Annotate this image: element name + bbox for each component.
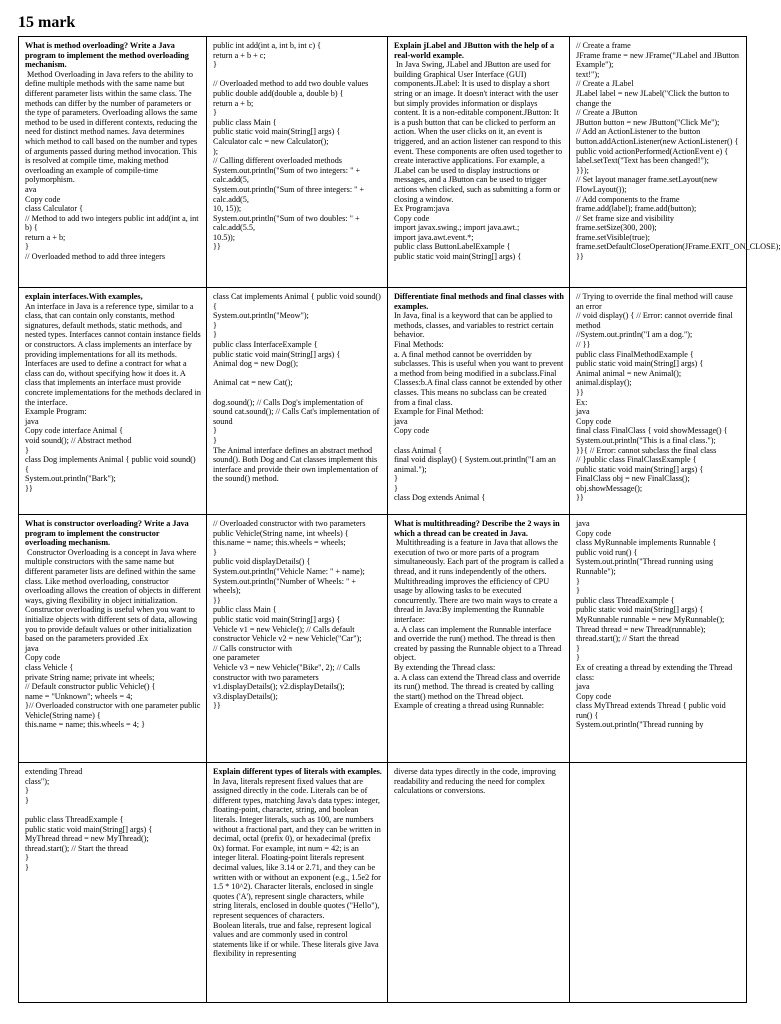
- text-line: public static void main(String[] args) {: [25, 824, 153, 834]
- text-line: public static void main(String[] args) {: [576, 605, 704, 615]
- text-line: The Animal interface defines an abstract method sound(). Both Dog and Cat classes implement this interface and provide their own implementation of the sound() method.: [213, 445, 381, 484]
- text-line: public class Main {: [213, 605, 277, 615]
- text-line: Boolean literals, true and false, represent logical values and are commonly used in control statements like if or while. These literals give Java flexibility in representing: [213, 920, 381, 959]
- text-line: final void display() { System.out.println("I am an animal.");: [394, 455, 558, 474]
- text-line: An interface in Java is a reference type, similar to a class, that can contain only constants, method signatures, default methods, static methods, and nested types. Interfaces cannot contain instance fields or constructors. A class implements an interface by providing implementations for all its methods. Interfaces are used to define a contract for what a class can do, without specifying how it does it. A class that implements an interface must provide concrete implementations for the methods declared in the interface.: [25, 301, 204, 407]
- text-line: Animal dog = new Dog();: [213, 359, 299, 369]
- text-line: MyRunnable runnable = new MyRunnable();: [576, 614, 725, 624]
- text-line: return a + b + c;: [213, 50, 266, 60]
- text-line: public void run() {: [576, 547, 638, 557]
- text-line: Ex of creating a thread by extending the Thread class:: [576, 662, 735, 682]
- text-line: return a + b;: [25, 232, 66, 242]
- text-line: return a + b;: [213, 98, 254, 108]
- text-line: java: [394, 416, 408, 426]
- text-line: class Vehicle {: [25, 662, 74, 672]
- text-line: ava: [25, 184, 37, 194]
- text-line: public int add(int a, int b, int c) {: [213, 41, 322, 50]
- text-line: By extending the Thread class:: [394, 662, 496, 672]
- text-line: // Set layout manager frame.setLayout(new FlowLayout());: [576, 175, 720, 194]
- text-line: }: [213, 60, 217, 70]
- text-line: );: [213, 146, 219, 156]
- cell: [19, 288, 207, 515]
- question-heading: What is method overloading? Write a Java program to implement the method overloading mechanism.: [25, 41, 191, 70]
- text-line: name = "Unknown"; wheels = 4;: [25, 691, 133, 701]
- text-line: Copy code: [576, 528, 612, 538]
- text-line: MyThread thread = new MyThread();: [25, 834, 149, 844]
- text-line: // Create a frame: [576, 41, 631, 50]
- text-line: }: [213, 108, 217, 118]
- text-line: public class FinalMethodExample {: [576, 349, 694, 359]
- text-line: System.out.println("Sum of two integers: " + calc.add(5,: [213, 165, 363, 185]
- cell: [388, 37, 570, 288]
- text-line: java: [25, 643, 39, 653]
- cell: [388, 288, 570, 515]
- text-line: }: [576, 576, 580, 586]
- text-line: frame.setVisible(true);: [576, 232, 650, 242]
- text-line: Animal cat = new Cat();: [213, 378, 293, 388]
- text-line: }: [213, 320, 217, 330]
- text-line: animal.display();: [576, 378, 632, 388]
- text-line: Ex Program:java: [394, 204, 450, 214]
- text-line: Copy code: [576, 416, 612, 426]
- question-heading: explain interfaces.With examples,: [25, 292, 143, 301]
- text-line: }: [25, 242, 29, 252]
- text-line: public static void main(String[] args) {: [394, 252, 522, 262]
- text-line: Vehicle v1 = new Vehicle(); // Calls default constructor Vehicle v2 = new Vehicle("Car");: [213, 624, 362, 644]
- text-line: Example for Final Method:: [394, 407, 484, 417]
- text-line: }: [213, 547, 217, 557]
- text-line: class Dog extends Animal {: [394, 493, 486, 503]
- text-line: this.name = name; this.wheels = 4; }: [25, 720, 146, 730]
- text-line: Thread thread = new Thread(runnable);: [576, 624, 706, 634]
- text-line: // Create a JLabel: [576, 79, 634, 89]
- text-line: [394, 436, 564, 446]
- text-line: Copy code: [25, 194, 61, 204]
- text-line: // }}: [576, 339, 591, 349]
- text-line: Final Methods:: [394, 339, 444, 349]
- text-line: java: [25, 416, 39, 426]
- text-line: [213, 70, 382, 80]
- text-line: }: [25, 786, 29, 796]
- text-line: System.out.println("Thread running by: [576, 720, 704, 730]
- text-line: import java.awt.event.*;: [394, 232, 474, 242]
- text-line: public static void main(String[] args) {: [213, 127, 341, 137]
- text-line: public void actionPerformed(ActionEvent e) { label.setText("Text has been changed!");: [576, 146, 731, 166]
- text-line: dog.sound(); // Calls Dog's implementation of sound cat.sound(); // Calls Cat's implementation of sound: [213, 397, 382, 426]
- text-line: // Create a JButton: [576, 108, 638, 118]
- text-line: In Java, final is a keyword that can be applied to methods, classes, and variables to restrict certain behavior.: [394, 311, 556, 340]
- text-line: a. A class can extend the Thread class and override its run() method. The thread is created by calling the start() method on the Thread object.: [394, 672, 563, 701]
- text-line: // Set frame size and visibility: [576, 213, 675, 223]
- text-line: a. A class can implement the Runnable interface and override the run() method. The thread is then created by passing the Runnable object to a Thread object.: [394, 624, 564, 663]
- text-line: frame.add(label); frame.add(button);: [576, 204, 697, 214]
- cell: [19, 37, 207, 288]
- text-line: import javax.swing.; import java.awt.;: [394, 223, 520, 233]
- text-line: JButton button = new JButton("Click Me");: [576, 117, 720, 127]
- question-heading: What is multithreading? Describe the 2 ways in which a thread can be created in Java.: [394, 519, 562, 538]
- text-line: }}: [576, 387, 584, 397]
- text-line: JLabel label = new JLabel("Click the button to change the: [576, 88, 732, 108]
- question-heading: Differentiate final methods and final classes with examples.: [394, 292, 567, 311]
- text-line: // Overloaded method to add two double values public double add(double a, double b) {: [213, 79, 371, 98]
- text-line: obj.showMessage();: [576, 483, 643, 493]
- text-line: public class ThreadExample {: [25, 814, 124, 824]
- text-line: System.out.println("Thread running using Runnable");: [576, 557, 716, 576]
- text-line: [213, 369, 382, 379]
- text-line: //System.out.println("I am a dog.");: [576, 330, 693, 340]
- text-line: FinalClass obj = new FinalClass();: [576, 474, 690, 484]
- text-line: class Dog implements Animal { public void sound() {: [25, 455, 198, 474]
- text-line: // Calling different overloaded methods: [213, 156, 342, 166]
- text-line: }: [394, 483, 398, 493]
- text-line: 10, 15));: [213, 204, 242, 214]
- text-line: // }public class FinalClassExample {: [576, 455, 697, 465]
- text-line: Vehicle v3 = new Vehicle("Bike", 2); // Calls constructor with two parameters: [213, 662, 363, 682]
- text-line: }: [213, 426, 217, 436]
- text-line: // Calls constructor with: [213, 643, 292, 653]
- text-line: }}: [25, 483, 33, 493]
- text-line: System.out.println("Meow");: [213, 311, 309, 321]
- text-line: Constructor Overloading is a concept in Java where multiple constructors with the same name but different parameter lists are defined within the same class. Like method overloading, constructor overloading allows the creation of objects in different ways, giving flexibility in object initialization. Constructor overloading is useful when you want to initialize objects with different sets of data, allowing you to provide default values or other initialization based on the parameters provided .Ex: [25, 547, 203, 644]
- text-line: System.out.println("Sum of three integers: " + calc.add(5,: [213, 184, 367, 204]
- text-line: thread.start(); // Start the thread: [25, 843, 128, 853]
- text-line: }// Overloaded constructor with one parameter public Vehicle(String name) {: [25, 701, 203, 720]
- text-line: public class InterfaceExample {: [213, 339, 318, 349]
- text-line: Copy code: [394, 213, 430, 223]
- text-line: public class ThreadExample {: [576, 595, 675, 605]
- text-line: void sound(); // Abstract method: [25, 435, 132, 445]
- text-line: // Method to add two integers public int add(int a, int b) {: [25, 213, 201, 233]
- text-line: }: [25, 795, 29, 805]
- text-line: Calculator calc = new Calculator();: [213, 136, 329, 146]
- cell: [570, 763, 747, 1003]
- text-line: }: [576, 643, 580, 653]
- text-line: // void display() { // Error: cannot override final method: [576, 311, 735, 330]
- text-line: Copy code interface Animal {: [25, 426, 124, 436]
- text-line: Copy code: [576, 691, 612, 701]
- text-line: this.name = name; this.wheels = wheels;: [213, 538, 346, 548]
- text-line: Copy code: [394, 426, 430, 436]
- cell: [207, 37, 388, 288]
- text-line: }}: [213, 242, 221, 252]
- text-line: class Calculator {: [25, 204, 84, 214]
- text-line: one parameter: [213, 653, 260, 663]
- text-line: 10.5));: [213, 232, 236, 242]
- text-line: Example of creating a thread using Runnable:: [394, 701, 545, 711]
- text-line: public void displayDetails() {: [213, 557, 311, 567]
- text-line: private String name; private int wheels;: [25, 672, 155, 682]
- text-line: In Java Swing, JLabel and JButton are used for building Graphical User Interface (GUI) components.JLabel: It is used to display a short string or an image. It doesn't interact with the user but simply provides information or displays content. It is a non-editable component.JButton: It is a push button that can be clicked to perform an action. When the user clicks on it, an event is triggered, and an action listener can respond to this event. These components are often used together to create interactive applications. For example, a JLabel can be used to display instructions or messages, and a JButton can be used to trigger actions when clicked, such as submitting a form or closing a window.: [394, 60, 565, 204]
- cell: [570, 515, 747, 763]
- text-line: // Overloaded method to add three integers: [25, 252, 166, 262]
- text-line: }}: [213, 701, 221, 711]
- text-line: Multithreading is a feature in Java that allows the execution of two or more parts of a program simultaneously. Each part of the program is called a thread, and it runs independently of the others. Multithreading improves the efficiency of CPU usage by allowing tasks to be executed concurrently. There are two main ways to create a thread in Java:By implementing the Runnable interface:: [394, 538, 566, 624]
- text-line: java: [576, 519, 590, 528]
- question-heading: Explain jLabel and JButton with the help of a real-world example.: [394, 41, 557, 60]
- text-line: a. A final method cannot be overridden by subclasses. This is useful when you want to prevent a method from being modified in a subclass.Final Classes:b.A final class cannot be extended by other classes. This means no subclass can be created from a final class.: [394, 349, 566, 407]
- text-line: Animal animal = new Animal();: [576, 368, 682, 378]
- text-line: public static void main(String[] args) {: [576, 359, 704, 369]
- text-line: class Animal {: [394, 445, 443, 455]
- text-line: v1.displayDetails(); v2.displayDetails();: [213, 682, 345, 692]
- text-line: }: [576, 653, 580, 663]
- text-line: }}: [213, 595, 221, 605]
- text-line: }});: [576, 165, 589, 175]
- cell: [19, 763, 207, 1003]
- text-line: System.out.println("Number of Wheels: " + wheels);: [213, 576, 359, 596]
- text-line: class MyThread extends Thread { public void run() {: [576, 701, 728, 720]
- page-heading: 15 mark: [18, 14, 76, 31]
- text-line: public class Main {: [213, 117, 277, 127]
- text-line: thread.start(); // Start the thread: [576, 634, 679, 644]
- cell: [207, 288, 388, 515]
- text-line: System.out.println("This is a final class.");: [576, 435, 716, 445]
- text-line: JFrame frame = new JFrame("JLabel and JButton Example");: [576, 50, 742, 70]
- text-line: // Default constructor public Vehicle() {: [25, 682, 156, 692]
- cell: [388, 515, 570, 763]
- text-line: class MyRunnable implements Runnable {: [576, 538, 717, 548]
- text-line: System.out.println("Bark");: [25, 474, 116, 484]
- text-line: Copy code: [25, 653, 61, 663]
- text-line: public class ButtonLabelExample {: [394, 242, 511, 252]
- text-line: final class FinalClass { void showMessage() {: [576, 426, 728, 436]
- text-line: }: [25, 445, 29, 455]
- text-line: System.out.println("Vehicle Name: " + name);: [213, 566, 365, 576]
- answer-grid: [18, 36, 781, 1003]
- text-line: text!");: [576, 69, 600, 79]
- text-line: }}{ // Error: cannot subclass the final class: [576, 445, 717, 455]
- text-line: java: [576, 682, 590, 692]
- cell: [207, 515, 388, 763]
- text-line: public static void main(String[] args) {: [213, 349, 341, 359]
- cell: [19, 515, 207, 763]
- cell: [207, 763, 388, 1003]
- text-line: }: [213, 330, 217, 340]
- text-line: public static void main(String[] args) {: [576, 464, 704, 474]
- text-line: // Trying to override the final method will cause an error: [576, 292, 735, 311]
- cell: [388, 763, 570, 1003]
- text-line: }: [25, 862, 29, 872]
- text-line: frame.setSize(300, 200);: [576, 223, 657, 233]
- text-line: Example Program:: [25, 407, 87, 417]
- text-line: [213, 388, 382, 398]
- text-line: }: [394, 474, 398, 484]
- text-line: class Cat implements Animal { public void sound() {: [213, 292, 383, 311]
- text-line: [25, 805, 201, 815]
- text-line: java: [576, 407, 590, 417]
- text-line: Ex:: [576, 397, 588, 407]
- text-line: class");: [25, 776, 50, 786]
- text-line: In Java, literals represent fixed values that are assigned directly in the code. Literals can be of different types, matching Java's data types: integer, floating-point, character, string, and boolean literals. Integer literals, such as 100, are numbers without a fractional part, and they can be written in decimal, octal (prefix 0), or hexadecimal (prefix 0x) format. For example, int num = 42; is an integer literal. Floating-point literals represent decimal values, like 3.14 or 2.71, and they can be written with or without an exponent (e.g., 1.5e2 for 1.5 * 10^2). Character literals, enclosed in single quotes ('A'), represent single characters, while string literals, enclosed in double quotes ("Hello"), represent sequences of characters.: [213, 776, 383, 920]
- text-line: diverse data types directly in the code, improving readability and reducing the need for complex calculations or conversions.: [394, 767, 558, 796]
- text-line: // Add components to the frame: [576, 194, 680, 204]
- text-line: frame.setDefaultCloseOperation(JFrame.EXIT_ON_CLOSE); }}: [576, 242, 781, 262]
- text-line: }: [576, 586, 580, 596]
- text-line: // Overloaded constructor with two parameters public Vehicle(String name, int wheels) {: [213, 519, 368, 538]
- text-line: v3.displayDetails();: [213, 691, 278, 701]
- text-line: }: [25, 853, 29, 863]
- text-line: public static void main(String[] args) {: [213, 614, 341, 624]
- text-line: // Add an ActionListener to the button button.addActionListener(new ActionListener() {: [576, 127, 739, 146]
- question-heading: Explain different types of literals with examples.: [213, 767, 382, 776]
- text-line: extending Thread: [25, 767, 83, 776]
- cell: [570, 37, 781, 288]
- question-heading: What is constructor overloading? Write a Java program to implement the constructor overloading mechanism.: [25, 519, 191, 548]
- text-line: System.out.println("Sum of two doubles: " + calc.add(5.5,: [213, 213, 362, 233]
- text-line: }: [213, 435, 217, 445]
- cell: [570, 288, 747, 515]
- text-line: Method Overloading in Java refers to the ability to define multiple methods with the same name but different parameter lists within the same class. The methods can differ by the number of parameters or the type of parameters. Overloading allows the same method to be used in different contexts, reducing the need for distinct method names. Java determines which method to call based on the number and types of arguments passed during method invocation. This is resolved at compile time, making method overloading an example of compile-time polymorphism.: [25, 69, 200, 185]
- text-line: }}: [576, 493, 584, 503]
